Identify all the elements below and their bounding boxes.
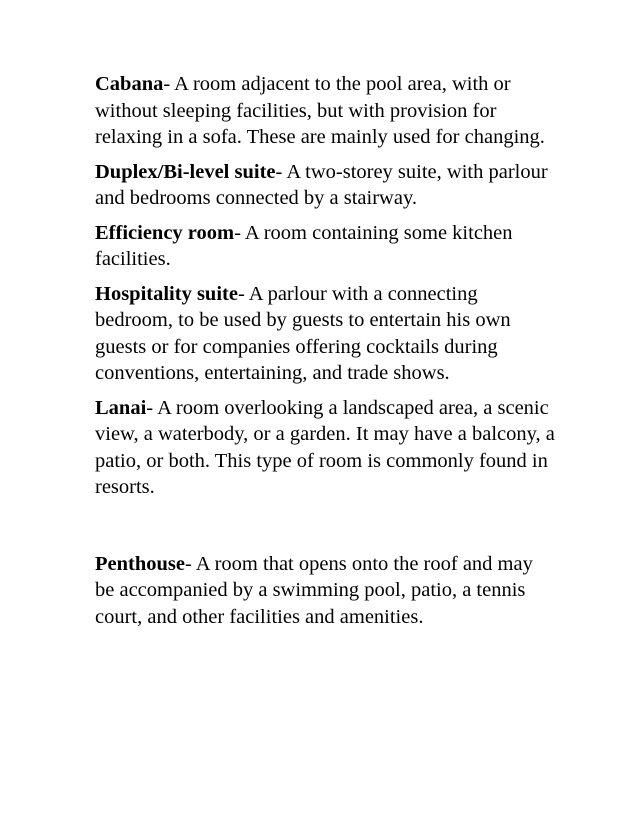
definition-cabana: - A room adjacent to the pool area, with or without sleeping facilities, but with provision for relaxing in a sofa. These are mainly used for changing. xyxy=(95,73,545,148)
entry-lanai xyxy=(95,395,555,501)
definition-penthouse: - A room that opens onto the roof and may be accompanied by a swimming pool, patio, a tennis court, and other facilities and amenities. xyxy=(95,552,533,628)
term-cabana: Cabana xyxy=(95,73,164,95)
definition-efficiency-room: - A room containing some kitchen facilities. xyxy=(95,221,513,270)
term-efficiency-room: Efficiency room xyxy=(95,221,235,244)
glossary-entries xyxy=(95,71,555,638)
entry-duplex-suite xyxy=(95,159,555,212)
definition-duplex-suite: - A two-storey suite, with parlour and bedrooms connected by a stairway. xyxy=(95,160,548,209)
entry-cabana xyxy=(95,71,555,151)
entry-efficiency-room xyxy=(95,220,555,273)
term-duplex-suite: Duplex/Bi-level suite xyxy=(95,160,276,183)
definition-lanai: - A room overlooking a landscaped area, a scenic view, a waterbody, or a garden. It may have a balcony, a patio, or both. This type of room is commonly found in resorts. xyxy=(95,396,555,498)
entry-hospitality-suite xyxy=(95,281,555,387)
definition-hospitality-suite: - A parlour with a connecting bedroom, to be used by guests to entertain his own guests or for companies offering cocktails during conventions, entertaining, and trade shows. xyxy=(95,282,511,384)
term-penthouse: Penthouse xyxy=(95,552,185,575)
term-hospitality-suite: Hospitality suite xyxy=(95,282,238,305)
term-lanai: Lanai xyxy=(95,396,147,419)
entry-penthouse xyxy=(95,551,555,631)
